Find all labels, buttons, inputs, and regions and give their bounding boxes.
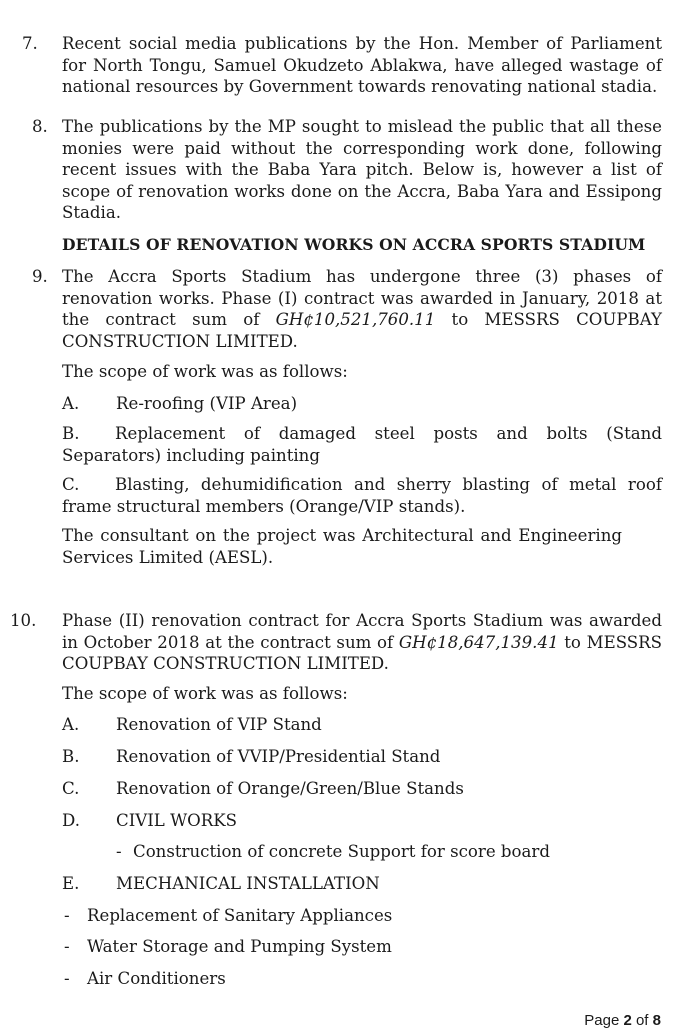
scope-item-label: B.: [62, 424, 80, 443]
paragraph-7: Recent social media publications by the Hon. Member of Parliament for North Tongu, Samuel Okudzeto Ablakwa, have alleged wastage of national resources by Government towards renovating national stadia.: [62, 34, 662, 96]
paragraph-9-text-after: to MESSRS COUPBAY CONSTRUCTION LIMITED.: [62, 310, 662, 351]
paragraph-number-7: 7.: [22, 34, 38, 53]
scope-item-text: Renovation of Orange/Green/Blue Stands: [116, 779, 464, 798]
sub-item-text: Water Storage and Pumping System: [87, 937, 392, 956]
paragraph-9-text-before: The Accra Sports Stadium has undergone three (3) phases of renovation works. Phase (I) contract was awarded in January, 2018 at the contract sum of: [62, 267, 662, 329]
sub-item-dash: -: [64, 906, 70, 925]
sub-item-text: Construction of concrete Support for score board: [133, 842, 550, 861]
page-total: 8: [652, 1012, 661, 1029]
sub-item-dash: -: [64, 937, 70, 956]
paragraph-number-8: 8.: [32, 117, 48, 136]
scope-intro-phase-1: The scope of work was as follows:: [62, 362, 348, 381]
paragraph-number-9: 9.: [32, 267, 48, 286]
paragraph-10-text-after: to MESSRS COUPBAY CONSTRUCTION LIMITED.: [62, 632, 662, 673]
consultant-note: The consultant on the project was Architectural and Engineering Services Limited (AESL).: [62, 526, 622, 567]
scope-intro-phase-2: The scope of work was as follows:: [62, 684, 348, 703]
page-prefix: Page: [584, 1012, 624, 1029]
page-number: [584, 1012, 661, 1029]
paragraph-number-10: 10.: [10, 611, 37, 630]
scope-item-label: E.: [62, 874, 80, 893]
section-heading: DETAILS OF RENOVATION WORKS ON ACCRA SPORTS STADIUM: [62, 235, 646, 254]
scope-item-label: A.: [62, 394, 80, 413]
contract-amount-phase-2: GH¢18,647,139.41: [398, 632, 559, 652]
paragraph-9: [62, 266, 662, 352]
scope-item-b: [62, 423, 662, 466]
page-of: of: [631, 1012, 653, 1029]
scope-item-label: D.: [62, 811, 80, 830]
scope-item-label: C.: [62, 779, 80, 798]
scope-item-text: Replacement of damaged steel posts and bolts (Stand Separators) including painting: [62, 424, 662, 465]
scope-item-text: Renovation of VVIP/Presidential Stand: [116, 747, 441, 766]
scope-item-text: CIVIL WORKS: [116, 811, 238, 830]
paragraph-10-text-before: Phase (II) renovation contract for Accra Sports Stadium was awarded in October 2018 at the contract sum of: [62, 611, 662, 652]
scope-item-text: Renovation of VIP Stand: [116, 715, 322, 734]
sub-item-text: Air Conditioners: [87, 969, 226, 988]
paragraph-8: The publications by the MP sought to mislead the public that all these monies were paid without the corresponding work done, following recent issues with the Baba Yara pitch. Below is, however a list of scope of renovation works done on the Accra, Baba Yara and Essipong Stadia.: [62, 117, 662, 222]
scope-item-label: C.: [62, 475, 80, 494]
scope-item-c: [62, 474, 662, 517]
scope-item-text: MECHANICAL INSTALLATION: [116, 874, 380, 893]
sub-item-text: Replacement of Sanitary Appliances: [87, 906, 393, 925]
page-current: 2: [623, 1012, 632, 1029]
paragraph-10: [62, 610, 662, 675]
contract-amount-phase-1: GH¢10,521,760.11: [275, 310, 436, 329]
scope-item-text: Blasting, dehumidification and sherry blasting of metal roof frame structural members (Orange/VIP stands).: [62, 475, 662, 516]
sub-item-dash: -: [64, 969, 70, 988]
scope-item-text: Re-roofing (VIP Area): [116, 394, 298, 413]
scope-item-label: A.: [62, 715, 80, 734]
scope-item-label: B.: [62, 747, 80, 766]
sub-item-dash: -: [116, 842, 122, 861]
